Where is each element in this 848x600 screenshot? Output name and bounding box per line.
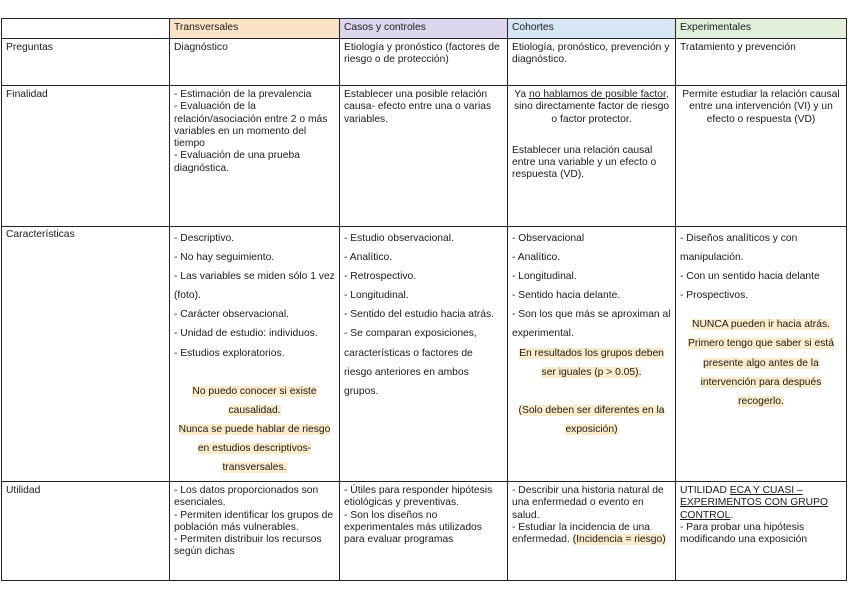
cell-casos: - Útiles para responder hipótesis etiológicas y preventivas. - Son los diseños no experimentales más utilizados para evaluar programas xyxy=(340,482,508,581)
cell-casos: Etiología y pronóstico (factores de riesgo o de protección) xyxy=(340,39,508,86)
text-span: Ya xyxy=(514,89,529,100)
note xyxy=(512,344,671,382)
row-label: Finalidad xyxy=(2,86,170,227)
row-finalidad xyxy=(2,86,847,227)
cell-cohortes xyxy=(508,482,676,581)
list-item: - Estudio observacional. xyxy=(344,233,454,244)
note xyxy=(680,315,842,334)
text-span: . xyxy=(730,509,734,521)
text-line: tiempo xyxy=(174,138,205,150)
paragraph xyxy=(512,89,671,126)
list-item: - Unidad de estudio: individuos. xyxy=(174,328,318,340)
cell-cohortes: Etiología, pronóstico, prevención y diagnóstico. xyxy=(508,39,676,86)
list-item: - Carácter observacional. xyxy=(174,309,290,321)
note xyxy=(174,382,335,420)
highlighted-text: (Solo deben ser diferentes en la exposición) xyxy=(518,404,665,435)
underlined-text: ECA Y CUASI – EXPERIMENTOS CON GRUPO CONTROL xyxy=(680,485,828,521)
spacer xyxy=(680,305,842,315)
text-line: - Estimación de la prevalencia xyxy=(174,89,312,100)
list-item: - Retrospectivo. xyxy=(344,271,417,283)
list-item: - Observacional xyxy=(512,233,585,244)
cell-experimentales xyxy=(676,86,847,227)
spacer xyxy=(512,126,671,145)
cell-cohortes xyxy=(508,227,676,482)
header-transversales: Transversales xyxy=(170,19,340,39)
note xyxy=(174,420,335,477)
spacer xyxy=(174,363,335,382)
highlighted-text: Nunca se puede hablar de riesgo en estudios descriptivos-transversales. xyxy=(178,423,331,474)
text-line: - Evaluación de una prueba diagnóstica. xyxy=(174,150,300,174)
cell-experimentales xyxy=(676,482,847,581)
cell-experimentales xyxy=(676,227,847,482)
list-item: - No hay seguimiento. xyxy=(174,252,275,264)
cell-experimentales: Tratamiento y prevención xyxy=(676,39,847,86)
highlighted-text: NUNCA pueden ir hacia atrás. xyxy=(692,319,830,331)
list-item: - Descriptivo. xyxy=(174,233,235,244)
note xyxy=(512,401,671,439)
list-item: - Sentido del estudio hacia atrás. xyxy=(344,309,494,321)
cell-transversales xyxy=(170,86,340,227)
spacer xyxy=(512,382,671,401)
row-label: Utilidad xyxy=(2,482,170,581)
header-experimentales: Experimentales xyxy=(676,19,847,39)
text-line: - Evaluación de la relación/asociación entre 2 o más variables en un momento del xyxy=(174,101,328,137)
list-item: - Diseños analíticos y con manipulación. xyxy=(680,233,798,264)
text-span: UTILIDAD xyxy=(680,485,730,496)
cell-transversales xyxy=(170,227,340,482)
list-item: - Prospectivos. xyxy=(680,290,749,302)
row-preguntas xyxy=(2,39,847,86)
cell-casos: Establecer una posible relación causa- efecto entre una o varias variables. xyxy=(340,86,508,227)
header-casos-controles: Casos y controles xyxy=(340,19,508,39)
paragraph: - Para probar una hipótesis modificando una exposición xyxy=(680,521,808,546)
header-row xyxy=(2,19,847,39)
text-span: - Describir una historia natural de una enfermedad o evento en salud. - Estudiar la incidencia de una enfermedad. xyxy=(512,485,664,546)
highlighted-text: Primero tengo que saber si está presente algo antes de la intervención para después recogerlo. xyxy=(688,338,834,407)
row-utilidad xyxy=(2,482,847,581)
highlighted-text: No puedo conocer si existe causalidad. xyxy=(192,385,317,416)
underlined-text: no hablamos de posible factor xyxy=(529,89,666,100)
text-line: Permite estudiar la relación causal entre una intervención (VI) y un xyxy=(682,89,840,113)
cell-transversales: Diagnóstico xyxy=(170,39,340,86)
paragraph: Establecer una relación causal entre una variable y un efecto o respuesta (VD). xyxy=(512,144,657,181)
row-label: Características xyxy=(2,227,170,482)
row-label: Preguntas xyxy=(2,39,170,86)
list-item: - Analítico. xyxy=(344,252,393,264)
highlighted-text: En resultados los grupos deben ser iguales (p > 0.05). xyxy=(519,347,664,378)
list-item: - Longitudinal. xyxy=(344,290,409,302)
text-line: efecto o respuesta (VD) xyxy=(706,113,816,125)
list-item: - Longitudinal. xyxy=(512,271,577,283)
header-cohortes: Cohortes xyxy=(508,19,676,39)
list-item: - Son los que más se aproximan al experimental. xyxy=(512,309,671,340)
study-designs-table xyxy=(1,18,847,581)
note xyxy=(680,334,842,410)
list-item: - Sentido hacia delante. xyxy=(512,290,621,302)
list-item: - Estudios exploratorios. xyxy=(174,347,285,359)
list-item: - Con un sentido hacia delante xyxy=(680,271,820,283)
cell-cohortes xyxy=(508,86,676,227)
cell-transversales: - Los datos proporcionados son esenciales. - Permiten identificar los grupos de población más vulnerables. - Permiten distribuir los recursos según dichas xyxy=(170,482,340,581)
text-span: , sino directamente factor de riesgo o factor protector. xyxy=(513,89,670,125)
list-item: - Se comparan exposiciones, características o factores de riesgo anteriores en ambos grupos. xyxy=(344,328,477,397)
list-item: - Analítico. xyxy=(512,252,561,264)
list-item: - Las variables se miden sólo 1 vez (foto). xyxy=(174,271,335,302)
row-caracteristicas xyxy=(2,227,847,482)
highlighted-text: (Incidencia = riesgo) xyxy=(572,534,666,546)
header-empty xyxy=(2,19,170,39)
cell-casos xyxy=(340,227,508,482)
paragraph xyxy=(680,485,842,522)
